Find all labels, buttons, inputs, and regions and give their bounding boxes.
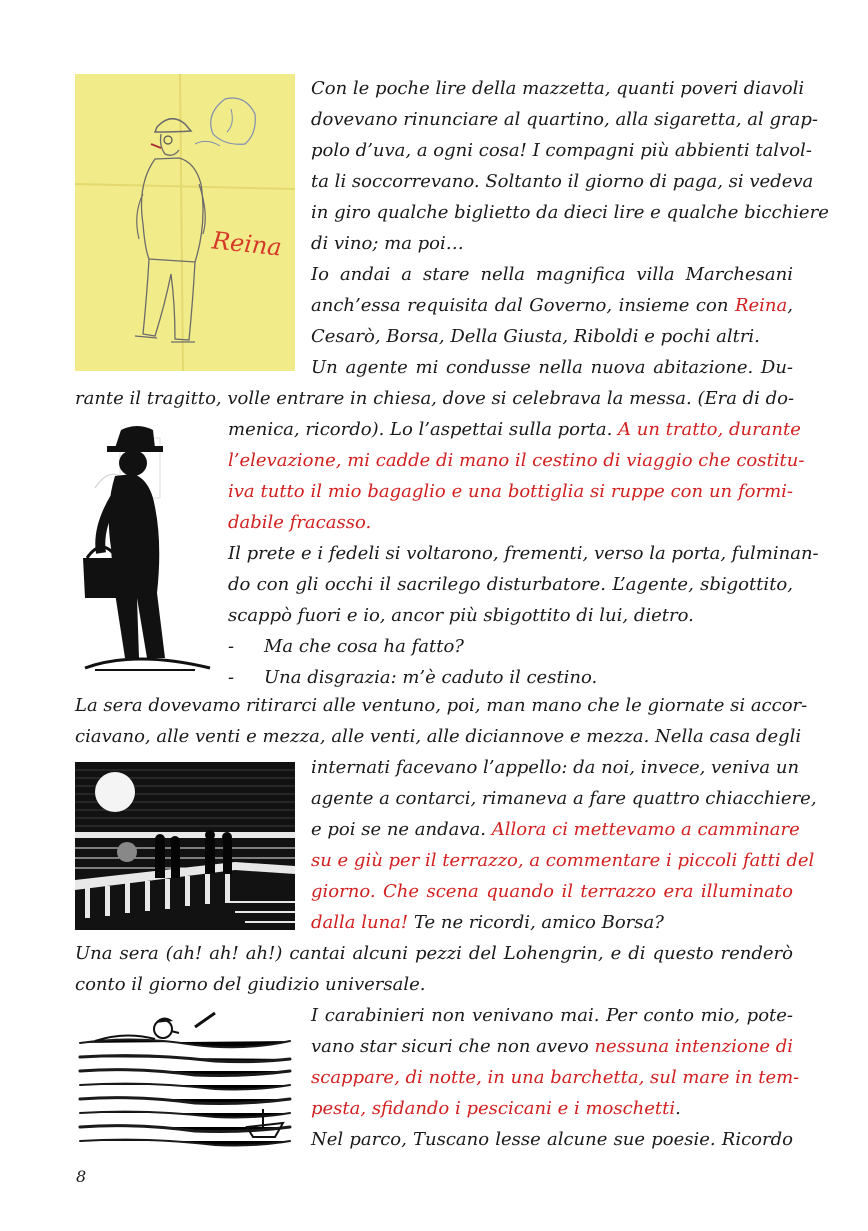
text-run: Te ne ricordi, amico Borsa? [408,912,664,933]
text-line: internati facevano l’appello: da noi, invece, veniva un [311,757,800,778]
paragraph-7 [311,1000,800,1155]
dialogue-text: Una disgrazia: m’è caduto il cestino. [264,667,598,688]
silhouette-drawing [75,418,212,676]
highlight-line: giorno. Che scena quando il terrazzo era illuminato [311,881,793,902]
text-line: Un agente mi condusse nella nuova abitazione. Du- [311,357,793,378]
text-line: Io andai a stare nella magnifica villa Marchesani [311,264,793,285]
text-run: . [675,1098,681,1119]
text-line: di vino; ma poi… [311,233,464,254]
paragraph-1 [311,73,829,383]
text-line [311,290,793,321]
sea-swimmer-drawing [75,1005,295,1150]
text-line: do con gli occhi il sacrilego disturbatore. L’agente, sbigottito, [228,574,793,595]
night-terrace-drawing [75,762,295,930]
text-line: conto il giorno del giudizio universale. [75,974,426,995]
full-line-1 [75,383,793,414]
text-line [311,1093,793,1124]
dialogue-dash: - [228,667,235,688]
text-line [228,414,801,445]
highlight-line: su e giù per il terrazzo, a commentare i piccoli fatti del [311,850,815,871]
text-line: dovevano rinunciare al quartino, alla sigaretta, al grap- [311,109,818,130]
highlight-run: Allora ci mettevamo a camminare [491,819,800,840]
silhouette-figure [75,418,212,676]
text-run: e poi se ne andava. [311,819,492,840]
text-line [311,1031,793,1062]
text-line: Una sera (ah! ah! ah!) cantai alcuni pezzi del Lohengrin, e di questo renderò [75,943,793,964]
text-line: Il prete e i fedeli si voltarono, frementi, verso la porta, fulminan- [228,543,819,564]
paragraph-6 [75,938,793,1000]
highlight-line: iva tutto il mio bagaglio e una bottiglia si ruppe con un formi- [228,481,793,502]
text-line: agente a contarci, rimaneva a fare quattro chiacchiere, [311,788,817,809]
dialogue-dash: - [228,636,235,657]
highlight-line: dabile fracasso. [228,512,372,533]
text-run: vano star sicuri che non avevo [311,1036,595,1057]
paragraph-5 [311,752,817,938]
text-line: scappò fuori e io, ancor più sbigottito di lui, dietro. [228,605,694,626]
sketch-reina-drawing [75,74,295,371]
text-line: Cesarò, Borsa, Della Giusta, Riboldi e pochi altri. [311,326,760,347]
dialogue-line [228,662,793,693]
paragraph-3 [228,414,819,693]
text-run: , [787,295,793,316]
sketch-signature: Reina [210,226,283,262]
highlight-run: A un tratto, durante [618,419,801,440]
dialogue-line [228,631,793,662]
text-line [311,814,800,845]
text-line: La sera dovevamo ritirarci alle ventuno, poi, man mano che le giornate si accor- [75,695,808,716]
sea-swimmer-figure [75,1005,295,1150]
highlight-run: Reina [734,295,788,316]
text-line: in giro qualche biglietto da dieci lire e qualche bicchiere [311,202,829,223]
sketch-reina-figure [75,74,295,371]
text-line: ciavano, alle venti e mezza, alle venti, alle diciannove e mezza. Nella casa degli [75,726,802,747]
text-line: I carabinieri non venivano mai. Per conto mio, pote- [311,1005,793,1026]
text-line: ta li soccorrevano. Soltanto il giorno di paga, si vedeva [311,171,814,192]
text-line: rante il tragitto, volle entrare in chiesa, dove si celebrava la messa. (Era di do- [75,388,795,409]
text-line: Nel parco, Tuscano lesse alcune sue poesie. Ricordo [311,1129,793,1150]
highlight-run: dalla luna! [311,912,409,933]
highlight-line: l’elevazione, mi cadde di mano il cestino di viaggio che costitu- [228,450,805,471]
page-number: 8 [76,1167,87,1186]
highlight-run: pesta, sfidando i pescicani e i moschetti [311,1098,676,1119]
night-terrace-figure [75,762,295,930]
paragraph-5-top [75,690,808,752]
highlight-run: nessuna intenzione di [594,1036,793,1057]
text-line [311,907,793,938]
highlight-line: scappare, di notte, in una barchetta, sul mare in tem- [311,1067,800,1088]
dialogue-text: Ma che cosa ha fatto? [264,636,464,657]
text-line: polo d’uva, a ogni cosa! I compagni più abbienti talvol- [311,140,812,161]
text-line: Con le poche lire della mazzetta, quanti poveri diavoli [311,78,805,99]
text-run: menica, ricordo). Lo l’aspettai sulla porta. [228,419,619,440]
text-run: anch’essa requisita dal Governo, insieme con [311,295,735,316]
